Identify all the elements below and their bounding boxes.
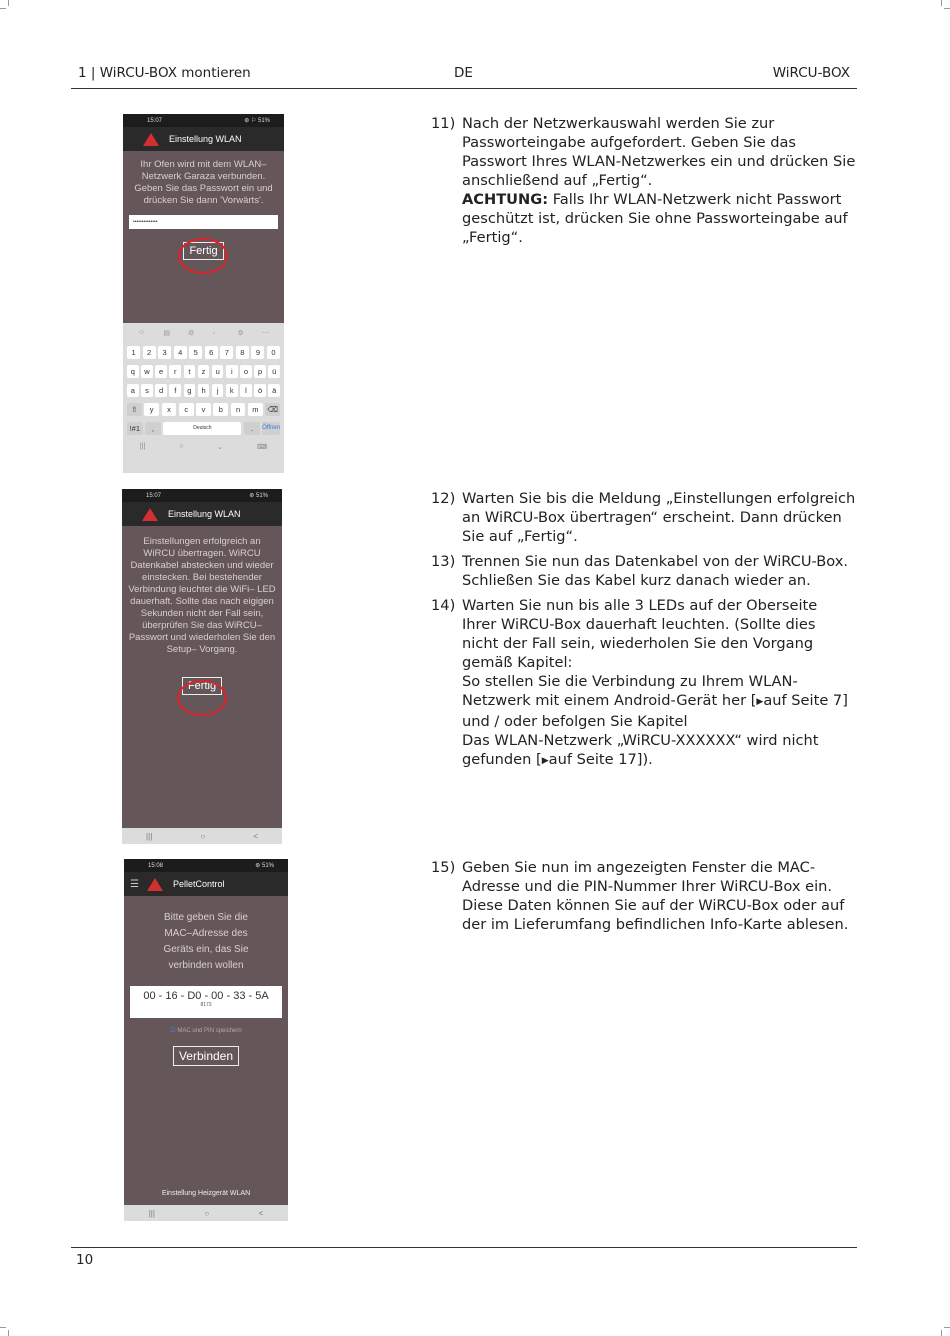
app-title: Einstellung WLAN [169,134,242,144]
keyboard-key[interactable]: g [184,384,196,397]
keyboard-key[interactable]: v [196,403,211,416]
symbols-key[interactable]: !#1 [127,422,143,435]
app-title: Einstellung WLAN [168,509,241,519]
bottom-label: Einstellung Heizgerät WLAN [161,1190,251,1197]
keyboard-row [123,422,284,435]
nav-button-icon[interactable]: ||| [148,1208,155,1218]
arrow-right-icon: ▶ [541,756,549,766]
step-text: Warten Sie bis die Meldung „Einstellungen erfolgreich an WiRCU-Box übertragen“ erscheint. Dann drücken Sie auf „Fertig“. [462,490,856,545]
keyboard-row [123,403,284,416]
keyboard-key[interactable]: o [240,365,252,378]
keyboard-key[interactable]: j [212,384,224,397]
crop-mark [8,0,9,6]
navigation-bar [122,828,282,844]
nav-button-icon[interactable]: ○ [179,443,184,450]
crop-mark [0,8,6,9]
keyboard-toolbar [123,323,284,340]
keyboard-key[interactable]: z [198,365,210,378]
header-section-title: 1 | WiRCU-BOX montieren [78,65,251,81]
keyboard [123,323,284,473]
app-bar [124,872,288,896]
steps-block-2 [431,489,856,777]
keyboard-key[interactable]: 5 [189,346,202,359]
enter-key[interactable]: Öffnen [262,422,280,435]
step-number: 14) [431,597,456,614]
arrow-right-icon: ▶ [756,697,764,707]
password-field[interactable]: •••••••••••••• [129,215,278,229]
steps-block-3 [431,858,856,940]
status-bar: 15:08 ⊛ 51% [124,859,288,872]
period-key[interactable]: . [244,422,260,435]
step-11 [431,114,856,247]
nav-button-icon[interactable]: < [258,1208,264,1218]
keyboard-key[interactable]: w [141,365,153,378]
crop-mark [941,0,942,6]
keyboard-key[interactable]: r [169,365,181,378]
mac-address-value: 00 - 16 - D0 - 00 - 33 - 5A [143,990,269,1002]
keyboard-tool-icon[interactable]: ♩ [212,329,220,336]
password-message: Ihr Ofen wird mit dem WLAN–Netzwerk Garaza verbunden. Geben Sie das Passwort ein und drücken Sie dann 'Vorwärts'. [134,159,273,206]
step-text: Warten Sie nun bis alle 3 LEDs auf der Oberseite Ihrer WiRCU-Box dauerhaft leuchten. (Sollte dies nicht der Fall sein, wiederholen Sie den Vorgang gemäß Kapitel: [462,597,818,671]
step-13 [431,552,856,590]
cross-reference-link-1[interactable]: auf Seite 7] und / oder befolgen Sie Kapitel [462,692,848,730]
keyboard-key[interactable]: 2 [143,346,156,359]
nav-button-icon[interactable]: ||| [139,443,146,450]
keyboard-key[interactable]: q [127,365,139,378]
step-14 [431,596,856,771]
steps-block-1 [431,114,856,253]
step-15 [431,858,856,934]
nav-button-icon[interactable]: ○ [200,831,206,841]
keyboard-key[interactable]: s [141,384,153,397]
keyboard-key[interactable]: m [248,403,263,416]
keyboard-key[interactable]: a [127,384,139,397]
space-key[interactable]: Deutsch [163,422,241,435]
header-language: DE [454,65,473,81]
screenshot-mac-entry [124,859,288,1221]
keyboard-key[interactable]: i [226,365,238,378]
save-checkbox-row[interactable] [124,1027,288,1034]
verbinden-button[interactable]: Verbinden [173,1046,239,1066]
navigation-bar [124,1205,288,1221]
status-bar: 15:07 ⊛ 51% [122,489,282,502]
fertig-button[interactable]: Fertig [182,677,222,695]
keyboard-key[interactable]: ü [268,365,280,378]
status-bar: 15:07 ⊛ ⚐ 51% [123,114,284,127]
keyboard-key[interactable]: b [213,403,228,416]
keyboard-key[interactable]: f [169,384,181,397]
nav-button-icon[interactable]: < [253,831,258,841]
checkbox-label: MAC und PIN speichern [177,1028,242,1034]
keyboard-tool-icon[interactable]: ⋯ [261,330,269,337]
keyboard-key[interactable]: d [155,384,167,397]
header-rule [71,88,857,89]
keyboard-key[interactable]: 6 [205,346,218,359]
keyboard-key[interactable]: p [254,365,266,378]
keyboard-key[interactable]: 7 [220,346,233,359]
keyboard-tool-icon[interactable]: ⚙ [188,330,195,337]
keyboard-key[interactable]: c [179,403,194,416]
cross-reference-2: Das WLAN-Netzwerk „WiRCU-XXXXXX“ wird nicht gefunden [ [462,732,819,768]
step-number: 12) [431,490,456,507]
crop-mark [0,1327,6,1328]
highlight-circle [177,680,227,716]
keyboard-key[interactable]: y [144,403,159,416]
keyboard-key[interactable]: x [162,403,177,416]
step-number: 11) [431,115,456,132]
cross-reference-1: So stellen Sie die Verbindung zu Ihrem WLAN-Netzwerk mit einem Android-Gerät her [ [462,673,798,709]
mac-prompt: Bitte geben Sie die MAC–Adresse des Geräts ein, das Sie verbinden wollen [163,912,249,971]
cross-reference-link-2[interactable]: auf Seite 17]). [548,751,653,768]
keyboard-key[interactable]: ⇧ [127,403,142,416]
keyboard-key[interactable]: 4 [174,346,187,359]
pin-value: 8173 [200,1002,212,1008]
keyboard-row [123,346,284,359]
comma-key[interactable]: , [145,422,161,435]
step-number: 15) [431,859,456,876]
screenshot-success [122,489,282,844]
nav-button-icon[interactable]: ⌨ [256,444,268,451]
keyboard-key[interactable]: ö [254,384,266,397]
logo-icon [143,133,159,146]
keyboard-key[interactable]: 9 [251,346,264,359]
warning-label: ACHTUNG: [462,191,549,208]
keyboard-key[interactable]: ⌫ [265,403,280,416]
logo-icon [142,508,158,521]
crop-mark [944,8,950,9]
nav-button-icon[interactable]: ||| [146,831,153,841]
keyboard-tool-icon[interactable]: ▤ [163,330,170,337]
keyboard-key[interactable]: h [198,384,210,397]
crop-mark [8,1330,9,1336]
keyboard-key[interactable]: n [231,403,246,416]
keyboard-key[interactable]: 3 [158,346,171,359]
success-message: Einstellungen erfolgreich an WiRCU übertragen. WiRCU Datenkabel abstecken und wieder einstecken. Bei bestehender Verbindung leuchtet die WiFi– LED dauerhaft. Sollte das nach eigigen Sekunden nicht der Fall sein, überprüfen Sie das WiRCU–Passwort und wiederholen Sie den Setup– Vorgang. [128,536,276,655]
step-12 [431,489,856,546]
crop-mark [941,1330,942,1336]
step-number: 13) [431,553,456,570]
keyboard-key[interactable]: l [240,384,252,397]
keyboard-key[interactable]: u [212,365,224,378]
navigation-bar [123,443,284,451]
app-bar [123,127,284,151]
keyboard-tool-icon[interactable]: ⚙ [237,330,244,337]
footer-rule [71,1247,857,1248]
screenshot-password-entry [123,114,284,473]
keyboard-tool-icon[interactable]: ☺ [138,329,146,336]
logo-icon [147,878,163,891]
keyboard-key[interactable]: k [226,384,238,397]
nav-button-icon[interactable]: ⌄ [217,444,224,451]
keyboard-key[interactable]: 8 [236,346,249,359]
step-text: Trennen Sie nun das Datenkabel von der WiRCU-Box. Schließen Sie das Kabel kurz danach wieder an. [462,553,849,589]
warning-text: Falls Ihr WLAN-Netzwerk nicht Passwort geschützt ist, drücken Sie ohne Passworteingabe auf „Fertig“. [462,191,848,246]
step-text: Geben Sie nun im angezeigten Fenster die MAC-Adresse und die PIN-Nummer Ihrer WiRCU-Box ein. Diese Daten können Sie auf der WiRCU-Box oder auf der im Lieferumfang befindlichen Info-Karte ablesen. [462,859,849,933]
app-bar [122,502,282,526]
app-title: PelletControl [172,879,225,889]
keyboard-row [123,384,284,397]
fertig-button[interactable]: Fertig [183,242,223,260]
keyboard-key[interactable]: ä [268,384,280,397]
keyboard-key[interactable]: 1 [127,346,140,359]
checkbox-icon[interactable]: ☑ [170,1028,176,1034]
keyboard-key[interactable]: t [184,365,196,378]
keyboard-row [123,365,284,378]
page-number: 10 [76,1252,94,1268]
mac-input-box[interactable] [130,986,282,1018]
menu-icon[interactable]: ☰ [130,878,139,890]
step-text: Nach der Netzwerkauswahl werden Sie zur Passworteingabe aufgefordert. Geben Sie das Passwort Ihres WLAN-Netzwerkes ein und drücken Sie anschließend auf „Fertig“. [462,115,856,189]
nav-button-icon[interactable]: ○ [204,1208,210,1218]
crop-mark [944,1327,950,1328]
highlight-circle [178,238,228,274]
keyboard-key[interactable]: 0 [267,346,280,359]
header-product: WiRCU-BOX [772,65,850,81]
keyboard-key[interactable]: e [155,365,167,378]
